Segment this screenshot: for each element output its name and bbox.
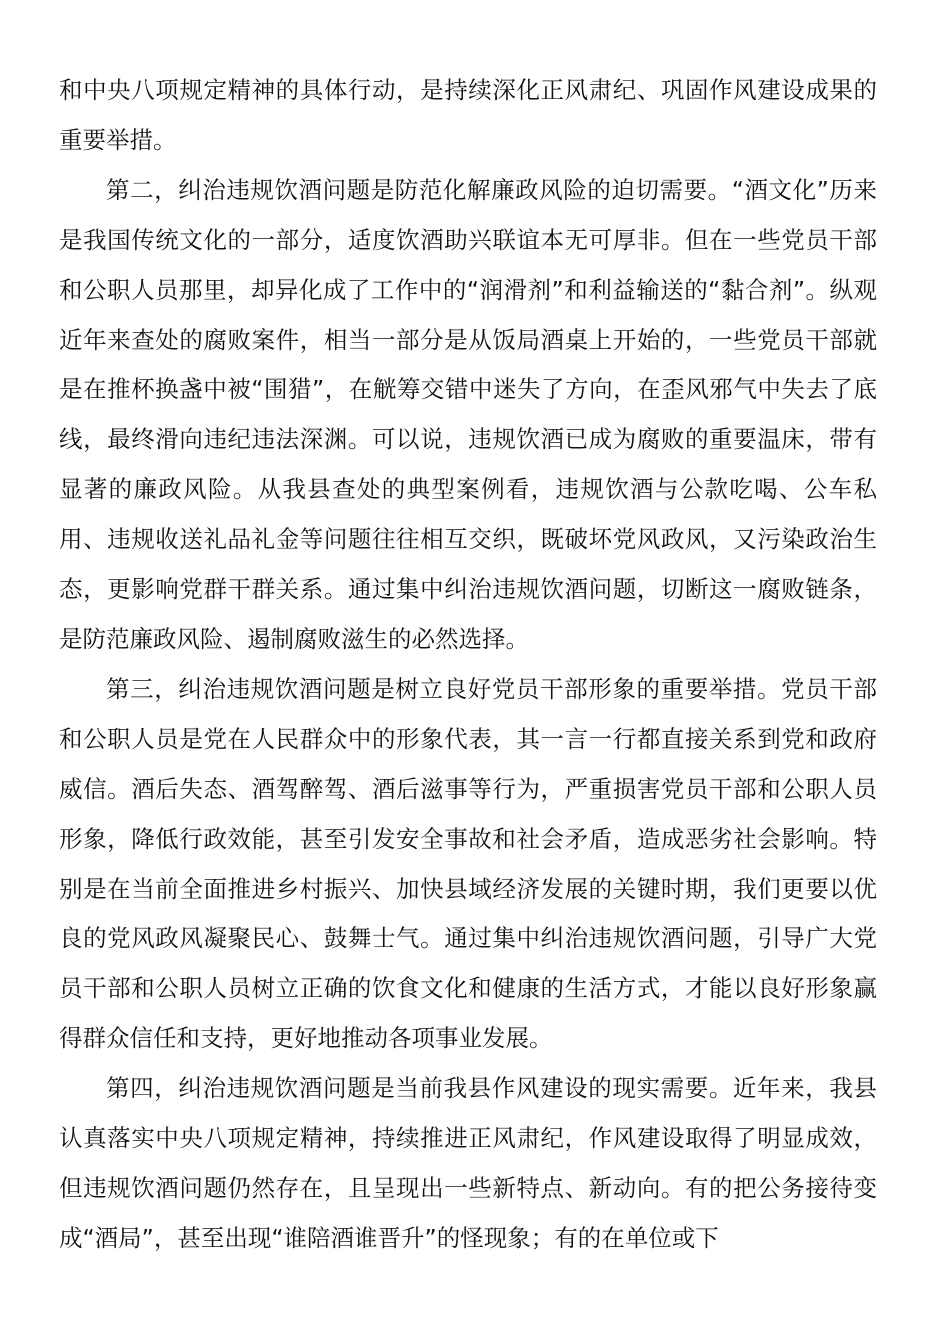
paragraph-fourth-point: 第四，纠治违规饮酒问题是当前我县作风建设的现实需要。近年来，我县认真落实中央八项规定精神，持续推进正风肃纪，作风建设取得了明显成效，但违规饮酒问题仍然存在，且呈现出一些新特点、新动向。有的把公务接待变成“酒局”，甚至出现“谁陪酒谁晋升”的怪现象；有的在单位或下: [59, 1074, 877, 1252]
paragraph-continuation: 和中央八项规定精神的具体行动，是持续深化正风肃纪、巩固作风建设成果的重要举措。: [59, 76, 877, 154]
paragraph-third-point: 第三，纠治违规饮酒问题是树立良好党员干部形象的重要举措。党员干部和公职人员是党在人民群众中的形象代表，其一言一行都直接关系到党和政府威信。酒后失态、酒驾醉驾、酒后滋事等行为，严重损害党员干部和公职人员形象，降低行政效能，甚至引发安全事故和社会矛盾，造成恶劣社会影响。特别是在当前全面推进乡村振兴、加快县域经济发展的关键时期，我们更要以优良的党风政风凝聚民心、鼓舞士气。通过集中纠治违规饮酒问题，引导广大党员干部和公职人员树立正确的饮食文化和健康的生活方式，才能以良好形象赢得群众信任和支持，更好地推动各项事业发展。: [59, 674, 877, 1053]
document-page: [59, 66, 877, 1264]
paragraph-second-point: 第二，纠治违规饮酒问题是防范化解廉政风险的迫切需要。“酒文化”历来是我国传统文化的一部分，适度饮酒助兴联谊本无可厚非。但在一些党员干部和公职人员那里，却异化成了工作中的“润滑剂”和利益输送的“黏合剂”。纵观近年来查处的腐败案件，相当一部分是从饭局酒桌上开始的，一些党员干部就是在推杯换盏中被“围猎”，在觥筹交错中迷失了方向，在歪风邪气中失去了底线，最终滑向违纪违法深渊。可以说，违规饮酒已成为腐败的重要温床，带有显著的廉政风险。从我县查处的典型案例看，违规饮酒与公款吃喝、公车私用、违规收送礼品礼金等问题往往相互交织，既破坏党风政风，又污染政治生态，更影响党群干群关系。通过集中纠治违规饮酒问题，切断这一腐败链条，是防范廉政风险、遏制腐败滋生的必然选择。: [59, 175, 877, 653]
